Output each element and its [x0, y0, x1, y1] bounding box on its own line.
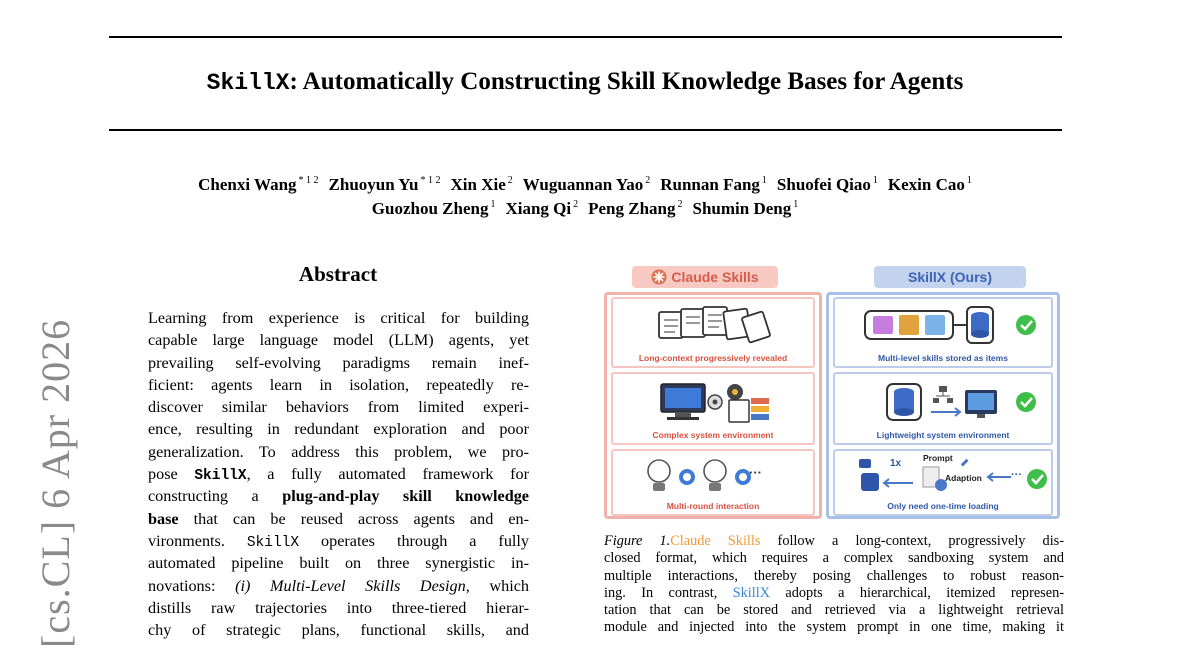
- author-name: Wuguannan Yao: [522, 175, 644, 194]
- bottom-rule: [109, 129, 1062, 131]
- skillx-cell-multi-level: [833, 297, 1053, 368]
- author-name: Xin Xie: [450, 175, 506, 194]
- abstract-text: operates through a fully: [299, 531, 529, 550]
- abstract-line: [148, 575, 529, 597]
- author-affiliation: 2: [645, 175, 651, 187]
- caption-text: SkillX: [732, 584, 771, 601]
- author-affiliation: 1: [966, 175, 972, 187]
- abstract-text: prevailing self-evolving paradigms remain inef-: [148, 353, 529, 372]
- author-affiliation: 2: [573, 199, 579, 211]
- author: [329, 175, 441, 194]
- skillx-ellipsis: ···: [1011, 469, 1022, 481]
- abstract-line: [148, 552, 529, 574]
- abstract-line: [148, 418, 529, 440]
- author-affiliation: 2: [507, 175, 513, 187]
- abstract-text: pose: [148, 465, 195, 484]
- claude-logo-icon: [651, 269, 667, 285]
- abstract-text: vironments.: [148, 531, 247, 550]
- abstract-line: [148, 508, 529, 530]
- skillx-caption-2: Lightweight system environment: [876, 430, 1010, 440]
- abstract-body: [148, 307, 529, 641]
- abstract-text: ence, resulting in redundant exploration and poor: [148, 420, 529, 439]
- caption-line: [604, 568, 1064, 585]
- claude-caption-1: Long-context progressively revealed: [638, 353, 788, 363]
- skillx-cell-lightweight: [833, 372, 1053, 445]
- claude-cell-complex-system: [611, 372, 815, 445]
- author: [888, 175, 972, 194]
- author: [450, 175, 512, 194]
- caption-label: Figure 1.: [604, 533, 671, 549]
- skillx-caption-1: Multi-level skills stored as items: [878, 353, 1008, 363]
- title-system-name: SkillX: [206, 70, 290, 96]
- claude-skills-header: [632, 266, 778, 288]
- documents-icon: [653, 304, 783, 344]
- skillx-header: [874, 266, 1026, 288]
- title-rest: : Automatically Constructing Skill Knowledge Bases for Agents: [289, 68, 964, 95]
- abstract-text: automated pipeline built on three synergistic in-: [148, 554, 529, 573]
- author-name: Chenxi Wang: [198, 175, 297, 194]
- caption-text: multiple interactions, thereby posing challenges to robust reason-: [604, 567, 1064, 584]
- abstract-line: [148, 485, 529, 507]
- author: [660, 175, 767, 194]
- caption-text: follow a long-context, progressively dis-: [760, 533, 1064, 549]
- multi-round-icon: [641, 455, 791, 495]
- author-list-line-1: [0, 175, 1170, 195]
- prompt-label: Prompt: [923, 453, 953, 463]
- abstract-text: SkillX: [246, 534, 300, 551]
- abstract-text: , which: [465, 576, 529, 595]
- paper-title: [0, 68, 1170, 96]
- caption-line: [604, 533, 1064, 550]
- author: [505, 199, 578, 218]
- skillx-caption-3: Only need one-time loading: [887, 501, 999, 511]
- author: [693, 199, 799, 218]
- claude-cell-long-context: [611, 297, 815, 368]
- abstract-line: [148, 530, 529, 552]
- abstract-text: SkillX: [194, 468, 247, 485]
- author-name: Shumin Deng: [692, 199, 792, 218]
- abstract-text: ficient: agents learn in isolation, repeatedly re-: [148, 375, 529, 394]
- adaption-label: Adaption: [945, 473, 982, 483]
- caption-line: [604, 619, 1064, 636]
- abstract-line: [148, 307, 529, 329]
- caption-text: ing. In contrast,: [604, 584, 733, 601]
- claude-caption-2: Complex system environment: [652, 430, 774, 440]
- abstract-line: [148, 597, 529, 619]
- abstract-text: base: [148, 509, 179, 528]
- caption-text: module and injected into the system prompt in one time, making it: [604, 619, 1064, 636]
- caption-line: [604, 602, 1064, 619]
- author-affiliation: 2: [677, 199, 683, 211]
- abstract-line: [148, 463, 529, 485]
- author-affiliation: 1: [872, 175, 878, 187]
- abstract-line: [148, 619, 529, 641]
- skill-items-icon: [863, 303, 1043, 347]
- abstract-line: [148, 396, 529, 418]
- arxiv-stamp: [cs.CL] 6 Apr 2026: [33, 318, 78, 648]
- author-affiliation: 1: [761, 175, 767, 187]
- author-name: Xiang Qi: [505, 199, 572, 218]
- author-name: Zhuoyun Yu: [328, 175, 419, 194]
- complex-system-icon: [653, 378, 783, 424]
- claude-skills-panel: [604, 292, 822, 519]
- top-rule: [109, 36, 1062, 38]
- abstract-text: novations:: [148, 576, 236, 595]
- caption-text: closed format, which requires a complex sandboxing system and: [604, 550, 1064, 567]
- author-name: Shuofei Qiao: [776, 175, 871, 194]
- abstract-text: plug-and-play skill knowledge: [282, 487, 529, 506]
- author-affiliation: 1: [490, 199, 496, 211]
- author-affiliation: * 1 2: [420, 175, 441, 187]
- abstract-heading: Abstract: [298, 262, 378, 286]
- author: [372, 199, 496, 218]
- claude-ellipsis: ···: [749, 465, 762, 480]
- caption-line: [604, 550, 1064, 567]
- author-name: Kexin Cao: [887, 175, 965, 194]
- author-affiliation: 1: [793, 199, 799, 211]
- author: [523, 175, 650, 194]
- abstract-text: (i) Multi-Level Skills Design: [235, 576, 466, 595]
- one-time-label: 1x: [890, 458, 902, 469]
- abstract-line: [148, 374, 529, 396]
- author-name: Peng Zhang: [588, 199, 676, 218]
- abstract-line: [148, 329, 529, 351]
- abstract-line: [148, 352, 529, 374]
- lightweight-system-icon: [883, 380, 1043, 426]
- abstract-text: capable large language model (LLM) agents, yet: [148, 331, 529, 350]
- abstract-text: Learning from experience is critical for building: [148, 309, 529, 327]
- author: [198, 175, 318, 194]
- abstract-text: discover similar behaviors from limited experi-: [148, 398, 529, 417]
- abstract-text: constructing a: [148, 487, 283, 506]
- abstract-text: , a fully automated framework for: [246, 465, 529, 484]
- skillx-cell-one-time: [833, 449, 1053, 516]
- author: [588, 199, 682, 218]
- author-affiliation: * 1 2: [298, 175, 319, 187]
- caption-text: Claude Skills: [670, 533, 761, 549]
- claude-caption-3: Multi-round interaction: [666, 501, 760, 511]
- abstract-text: distills raw trajectories into three-tiered hierar-: [148, 598, 529, 617]
- author: [777, 175, 878, 194]
- caption-text: tation that can be stored and retrieved via a lightweight retrieval: [604, 602, 1064, 619]
- author-name: Guozhou Zheng: [371, 199, 489, 218]
- author-name: Runnan Fang: [660, 175, 760, 194]
- figure-caption: [604, 533, 1064, 637]
- skillx-header-label: SkillX (Ours): [907, 269, 993, 285]
- claude-skills-header-label: Claude Skills: [671, 269, 759, 285]
- abstract-text: that can be reused across agents and en-: [178, 509, 529, 528]
- abstract-line: [148, 441, 529, 463]
- abstract-text: chy of strategic plans, functional skills, and: [148, 621, 529, 640]
- caption-text: adopts a hierarchical, itemized represen-: [770, 584, 1065, 601]
- caption-line: [604, 585, 1064, 602]
- skillx-panel: [826, 292, 1060, 519]
- claude-cell-multi-round: [611, 449, 815, 516]
- figure-1: [600, 262, 1062, 522]
- abstract-text: generalization. To address this problem, we pro-: [148, 442, 529, 461]
- author-list-line-2: [0, 199, 1170, 219]
